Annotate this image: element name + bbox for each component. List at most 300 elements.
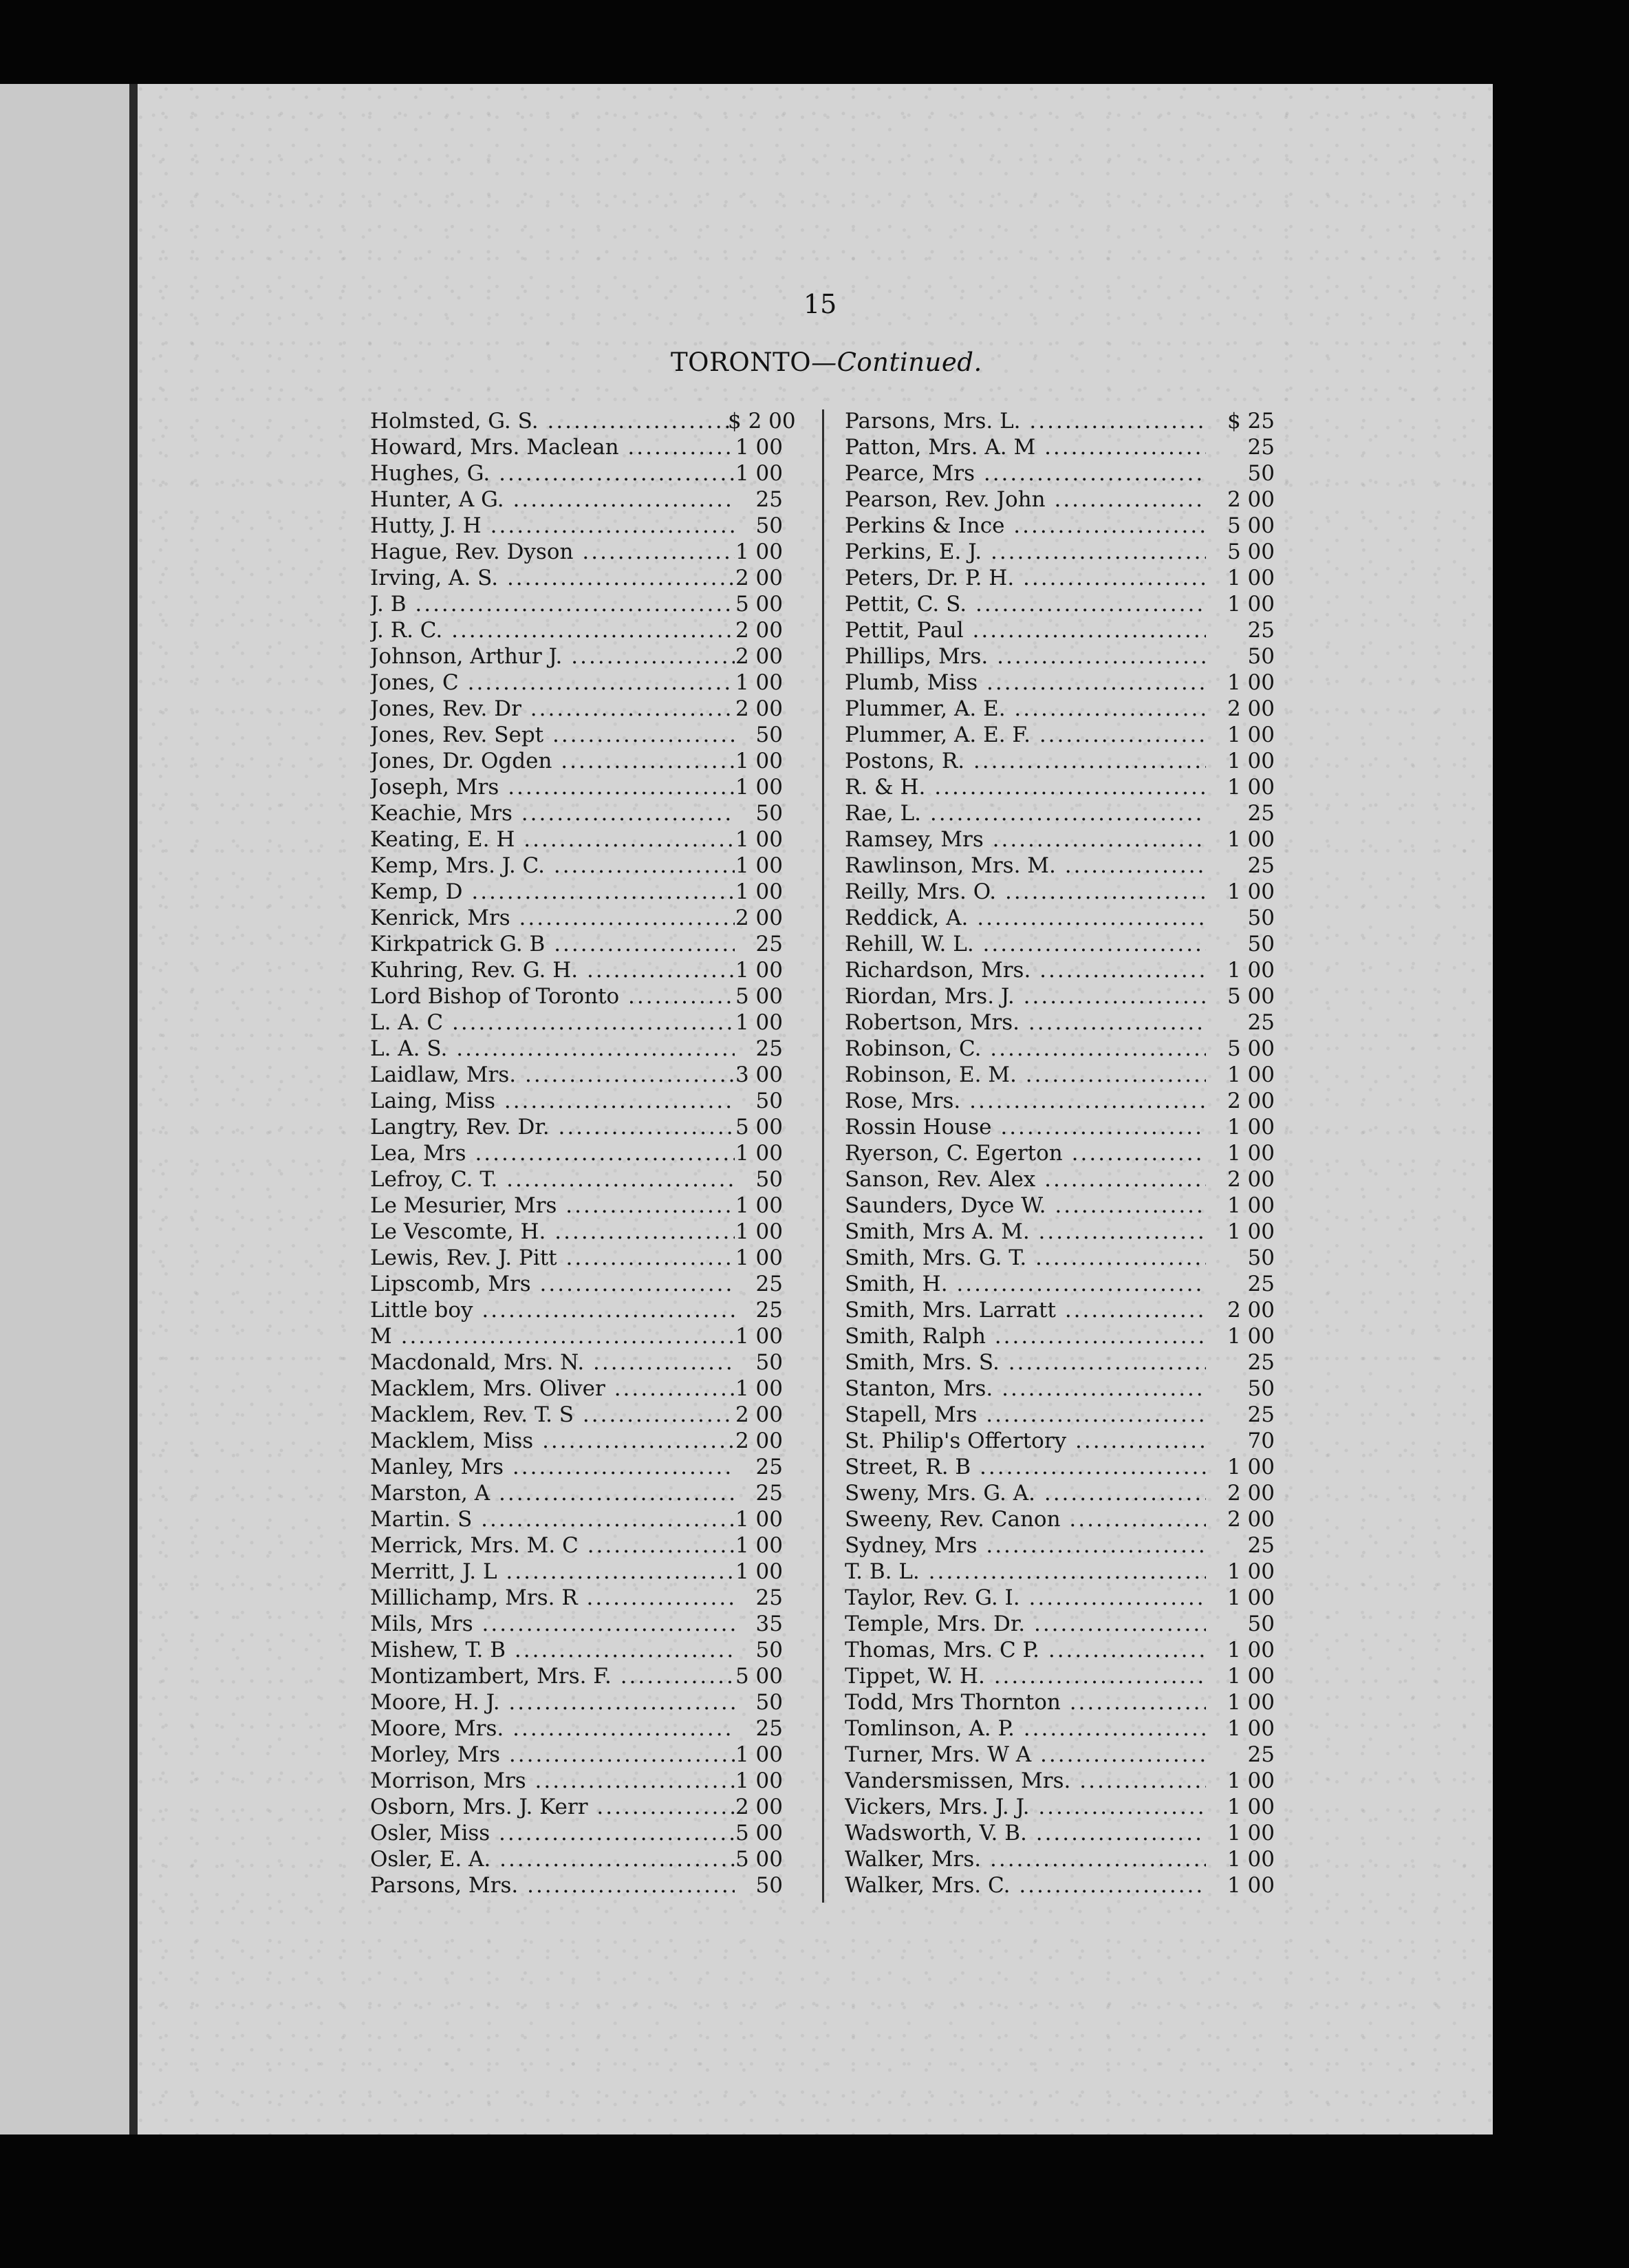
subscription-amount: 1 00 (1227, 1585, 1275, 1610)
subscriber-row (845, 670, 1275, 696)
subscriber-row (845, 408, 1275, 434)
subscriber-name: Laidlaw, Mrs. ..... (370, 1062, 735, 1088)
subscription-amount: 2 00 (735, 1402, 783, 1427)
subscriber-row (845, 1794, 1275, 1820)
subscriber-name: Mishew, T. B ..... (370, 1637, 735, 1663)
subscriber-row (370, 696, 783, 722)
subscriber-row (370, 1376, 783, 1402)
subscriber-name: Irving, A. S. ..... (370, 565, 735, 591)
subscriber-row (370, 1689, 783, 1715)
subscriber-name: Saunders, Dyce W. ..... (845, 1192, 1206, 1219)
subscription-amount: 2 00 (1227, 1481, 1275, 1506)
subscription-amount: 25 (755, 932, 783, 956)
subscriber-row (845, 1559, 1275, 1585)
subscriber-name: Osler, E. A. ..... (370, 1846, 735, 1872)
subscriber-row (845, 1271, 1275, 1297)
subscriber-name: Walker, Mrs. C. ..... (845, 1872, 1206, 1898)
subscriber-row (845, 1637, 1275, 1663)
subscription-amount: 2 00 (1227, 1298, 1275, 1323)
subscriber-name: Stapell, Mrs ..... (845, 1402, 1206, 1428)
subscription-amount: 5 00 (735, 1821, 783, 1846)
subscriber-row (370, 513, 783, 539)
subscriber-name: Peters, Dr. P. H. ..... (845, 565, 1206, 591)
subscription-amount: 70 (1247, 1429, 1275, 1453)
subscription-amount: 50 (755, 1167, 783, 1192)
subscription-amount: 2 00 (1227, 696, 1275, 721)
subscriber-name: Tomlinson, A. P. ..... (845, 1715, 1206, 1742)
subscriber-row (370, 748, 783, 774)
subscriber-name: Stanton, Mrs. ..... (845, 1376, 1206, 1402)
subscriber-name: Rawlinson, Mrs. M. ..... (845, 853, 1206, 879)
subscriber-row (370, 1245, 783, 1271)
subscription-amount: 25 (1247, 853, 1275, 878)
subscriber-name: Laing, Miss ..... (370, 1088, 735, 1114)
subscriber-row (370, 1428, 783, 1454)
subscriber-row (370, 1846, 783, 1872)
subscription-amount: 1 00 (735, 1507, 783, 1532)
subscription-amount: 25 (1247, 435, 1275, 460)
subscription-amount: $ 2 00 (728, 409, 796, 434)
subscription-amount: 25 (1247, 1010, 1275, 1035)
subscriber-name: M ..... (370, 1323, 735, 1349)
subscriber-name: Keating, E. H ..... (370, 826, 735, 853)
subscription-amount: 25 (755, 1716, 783, 1741)
subscription-amount: 50 (755, 1638, 783, 1662)
subscriber-name: Pearson, Rev. John ..... (845, 486, 1206, 513)
subscriber-name: Holmsted, G. S. ..... (370, 408, 735, 434)
subscriber-row (370, 853, 783, 879)
subscription-amount: 2 00 (735, 566, 783, 590)
subscriber-row (845, 696, 1275, 722)
subscription-amount: 5 00 (1227, 539, 1275, 564)
subscriber-row (845, 722, 1275, 748)
subscriber-row (370, 1794, 783, 1820)
subscription-amount: 2 00 (735, 696, 783, 721)
subscription-amount: 2 00 (735, 1795, 783, 1819)
subscription-amount: 1 00 (1227, 1219, 1275, 1244)
subscription-amount: 1 00 (1227, 775, 1275, 800)
subscriber-name: Howard, Mrs. Maclean ..... (370, 434, 735, 460)
subscription-amount: 1 00 (735, 1324, 783, 1349)
subscriber-name: Lewis, Rev. J. Pitt ..... (370, 1245, 735, 1271)
subscriber-row (845, 486, 1275, 513)
subscription-amount: 50 (755, 1350, 783, 1375)
subscriber-row (845, 1062, 1275, 1088)
subscription-amount: 25 (755, 1036, 783, 1061)
subscriber-row (370, 722, 783, 748)
subscriber-row (370, 1402, 783, 1428)
subscription-amount: 25 (755, 487, 783, 512)
subscriber-name: Jones, Rev. Dr ..... (370, 696, 735, 722)
subscriber-row (845, 905, 1275, 931)
subscriber-row (845, 1820, 1275, 1846)
subscription-amount: 1 00 (1227, 1873, 1275, 1898)
subscriber-row (370, 1611, 783, 1637)
subscriber-name: Kemp, D ..... (370, 879, 735, 905)
subscriber-row (845, 565, 1275, 591)
subscriber-row (370, 1166, 783, 1192)
subscriber-row (370, 774, 783, 800)
subscriber-row (370, 1872, 783, 1898)
subscription-amount: 50 (755, 723, 783, 747)
subscriber-row (370, 879, 783, 905)
subscription-amount: 5 00 (735, 1664, 783, 1689)
subscriber-name: Todd, Mrs Thornton ..... (845, 1689, 1206, 1715)
subscriber-row (370, 1062, 783, 1088)
subscriber-row (370, 1323, 783, 1349)
subscription-amount: 1 00 (735, 958, 783, 983)
subscriber-name: Pearce, Mrs ..... (845, 460, 1206, 486)
subscriber-row (370, 486, 783, 513)
subscriber-row (845, 1742, 1275, 1768)
subscriber-name: Kuhring, Rev. G. H. ..... (370, 957, 735, 983)
subscriber-name: Vickers, Mrs. J. J. ..... (845, 1794, 1206, 1820)
subscription-amount: 1 00 (735, 853, 783, 878)
subscription-amount: 1 00 (735, 775, 783, 800)
subscriber-row (370, 1559, 783, 1585)
subscription-amount: 2 00 (1227, 487, 1275, 512)
subscription-amount: 1 00 (1227, 1847, 1275, 1872)
subscriber-name: Smith, Mrs. Larratt ..... (845, 1297, 1206, 1323)
subscriber-row (370, 1114, 783, 1140)
subscription-amount: 1 00 (735, 1376, 783, 1401)
subscription-amount: 1 00 (1227, 1716, 1275, 1741)
subscription-amount: $ 25 (1227, 409, 1275, 434)
subscriber-name: Plummer, A. E. ..... (845, 696, 1206, 722)
subscriber-name: Pettit, Paul ..... (845, 617, 1206, 643)
subscription-amount: 1 00 (1227, 958, 1275, 983)
subscriber-name: Postons, R. ..... (845, 748, 1206, 774)
subscriber-name: L. A. S. ..... (370, 1036, 735, 1062)
subscription-amount: 25 (755, 1272, 783, 1296)
subscriber-row (370, 408, 796, 434)
subscription-amount: 1 00 (735, 749, 783, 773)
subscriber-name: Manley, Mrs ..... (370, 1454, 735, 1480)
subscriber-row (845, 1611, 1275, 1637)
subscription-amount: 1 00 (735, 539, 783, 564)
subscriber-name: Smith, Mrs. S. ..... (845, 1349, 1206, 1376)
subscriber-row (370, 670, 783, 696)
subscription-amount: 1 00 (735, 879, 783, 904)
subscription-amount: 35 (755, 1612, 783, 1636)
subscriber-name: Smith, Mrs. G. T. ..... (845, 1245, 1206, 1271)
subscription-amount: 1 00 (1227, 1690, 1275, 1715)
subscription-amount: 50 (1247, 906, 1275, 930)
subscription-amount: 1 00 (1227, 1141, 1275, 1166)
subscription-amount: 5 00 (1227, 984, 1275, 1009)
subscriber-row (845, 957, 1275, 983)
subscriber-name: Robinson, C. ..... (845, 1036, 1206, 1062)
subscriber-name: Reilly, Mrs. O. ..... (845, 879, 1206, 905)
subscriber-row (370, 1192, 783, 1219)
subscriber-row (845, 1480, 1275, 1506)
subscriber-row (845, 826, 1275, 853)
subscriber-row (370, 1715, 783, 1742)
subscriber-row (370, 1036, 783, 1062)
subscriber-name: St. Philip's Offertory ..... (845, 1428, 1206, 1454)
subscriber-name: Lefroy, C. T. ..... (370, 1166, 735, 1192)
subscriber-row (370, 1768, 783, 1794)
subscription-amount: 50 (1247, 1612, 1275, 1636)
subscriber-name: Little boy ..... (370, 1297, 735, 1323)
subscriber-name: Jones, C ..... (370, 670, 735, 696)
page-number: 15 (803, 289, 837, 319)
subscriber-name: Martin. S ..... (370, 1506, 735, 1532)
subscription-amount: 25 (1247, 1272, 1275, 1296)
subscriber-row (845, 1192, 1275, 1219)
subscription-amount: 1 00 (1227, 879, 1275, 904)
subscriber-row (845, 1219, 1275, 1245)
subscription-amount: 2 00 (735, 644, 783, 669)
subscriber-name: Langtry, Rev. Dr. ..... (370, 1114, 735, 1140)
subscriber-name: Le Vescomte, H. ..... (370, 1219, 735, 1245)
subscriber-row (370, 957, 783, 983)
subscription-amount: 1 00 (735, 1141, 783, 1166)
subscription-amount: 1 00 (1227, 1062, 1275, 1087)
subscription-amount: 50 (755, 1873, 783, 1898)
subscriber-row (370, 1506, 783, 1532)
subscription-amount: 25 (755, 1585, 783, 1610)
subscriber-row (370, 565, 783, 591)
subscriber-row (845, 774, 1275, 800)
subscription-amount: 1 00 (1227, 1455, 1275, 1479)
subscriber-row (845, 1376, 1275, 1402)
subscription-amount: 1 00 (735, 1010, 783, 1035)
subscriber-row (370, 460, 783, 486)
subscription-amount: 2 00 (735, 618, 783, 643)
subscriber-row (370, 1742, 783, 1768)
subscriber-name: T. B. L. ..... (845, 1559, 1206, 1585)
subscriber-name: Robertson, Mrs. ..... (845, 1009, 1206, 1036)
subscriber-name: Rehill, W. L. ..... (845, 931, 1206, 957)
subscription-amount: 5 00 (735, 1115, 783, 1140)
subscriber-name: Rossin House ..... (845, 1114, 1206, 1140)
subscription-amount: 1 00 (735, 1559, 783, 1584)
subscriber-name: Macklem, Mrs. Oliver ..... (370, 1376, 735, 1402)
subscriber-name: Plummer, A. E. F. ..... (845, 722, 1206, 748)
subscriber-name: Kirkpatrick G. B ..... (370, 931, 735, 957)
subscriber-row (370, 1088, 783, 1114)
subscription-amount: 1 00 (735, 1768, 783, 1793)
subscription-amount: 1 00 (1227, 827, 1275, 852)
subscriber-row (845, 1009, 1275, 1036)
subscriber-row (845, 1036, 1275, 1062)
subscriber-row (370, 1820, 783, 1846)
subscription-amount: 1 00 (1227, 1795, 1275, 1819)
subscriber-row (845, 1846, 1275, 1872)
subscriber-row (370, 643, 783, 670)
subscriber-name: Perkins & Ince ..... (845, 513, 1206, 539)
subscription-amount: 2 00 (735, 1429, 783, 1453)
subscriber-name: Lord Bishop of Toronto ..... (370, 983, 735, 1009)
subscriber-name: Plumb, Miss ..... (845, 670, 1206, 696)
subscriber-row (370, 1297, 783, 1323)
subscriber-row (845, 800, 1275, 826)
subscriber-row (370, 1663, 783, 1689)
subscription-amount: 25 (1247, 1350, 1275, 1375)
subscription-amount: 1 00 (735, 670, 783, 695)
subscriber-name: Phillips, Mrs. ..... (845, 643, 1206, 670)
subscriber-name: Vandersmissen, Mrs. ..... (845, 1768, 1206, 1794)
subscriber-name: Jones, Dr. Ogden ..... (370, 748, 735, 774)
subscription-amount: 1 00 (1227, 1638, 1275, 1662)
subscriber-name: Richardson, Mrs. ..... (845, 957, 1206, 983)
subscriber-row (845, 643, 1275, 670)
subscriber-row (370, 1637, 783, 1663)
subscriber-name: Kenrick, Mrs ..... (370, 905, 735, 931)
subscription-amount: 1 00 (735, 827, 783, 852)
subscriber-row (845, 1402, 1275, 1428)
subscriber-row (370, 591, 783, 617)
subscriber-name: Taylor, Rev. G. I. ..... (845, 1585, 1206, 1611)
subscription-amount: 50 (1247, 461, 1275, 486)
subscriber-name: Morley, Mrs ..... (370, 1742, 735, 1768)
subscriber-row (845, 1689, 1275, 1715)
subscriber-name: Jones, Rev. Sept ..... (370, 722, 735, 748)
subscriber-name: Montizambert, Mrs. F. ..... (370, 1663, 735, 1689)
subscription-amount: 1 00 (1227, 1768, 1275, 1793)
subscriber-row (845, 1428, 1275, 1454)
subscriber-row (845, 983, 1275, 1009)
subscriber-name: Le Mesurier, Mrs ..... (370, 1192, 735, 1219)
subscription-amount: 1 00 (1227, 1559, 1275, 1584)
subscription-amount: 1 00 (735, 435, 783, 460)
subscriber-row (370, 1219, 783, 1245)
subscription-amount: 25 (1247, 1533, 1275, 1558)
subscriber-row (845, 1506, 1275, 1532)
subscriber-name: L. A. C ..... (370, 1009, 735, 1036)
subscription-amount: 2 00 (1227, 1089, 1275, 1113)
subscriber-name: Millichamp, Mrs. R ..... (370, 1585, 735, 1611)
subscriber-name: Merritt, J. L ..... (370, 1559, 735, 1585)
subscription-amount: 1 00 (1227, 1664, 1275, 1689)
subscriber-name: Macdonald, Mrs. N. ..... (370, 1349, 735, 1376)
subscriber-name: Sweny, Mrs. G. A. ..... (845, 1480, 1206, 1506)
subscription-amount: 1 00 (735, 1219, 783, 1244)
subscriber-row (845, 1323, 1275, 1349)
subscriber-row (845, 1349, 1275, 1376)
subscription-amount: 1 00 (1227, 1324, 1275, 1349)
subscription-amount: 50 (755, 1089, 783, 1113)
subscriber-row (370, 1480, 783, 1506)
subscription-amount: 2 00 (735, 906, 783, 930)
subscriber-row (370, 983, 783, 1009)
subscriber-name: Hughes, G. ..... (370, 460, 735, 486)
subscriber-name: Lea, Mrs ..... (370, 1140, 735, 1166)
subscriber-name: Wadsworth, V. B. ..... (845, 1820, 1206, 1846)
subscriber-name: Sydney, Mrs ..... (845, 1532, 1206, 1559)
subscriber-name: Parsons, Mrs. ..... (370, 1872, 735, 1898)
subscription-amount: 50 (755, 1690, 783, 1715)
subscription-amount: 1 00 (735, 1245, 783, 1270)
document-page (138, 84, 1493, 2135)
subscriber-row (845, 931, 1275, 957)
subscriber-name: Marston, A ..... (370, 1480, 735, 1506)
subscriber-row (845, 1768, 1275, 1794)
subscriber-row (370, 1585, 783, 1611)
subscriber-name: Hutty, J. H ..... (370, 513, 735, 539)
subscriber-name: Walker, Mrs. ..... (845, 1846, 1206, 1872)
subscription-amount: 2 00 (1227, 1507, 1275, 1532)
subscriber-row (845, 1297, 1275, 1323)
subscription-amount: 1 00 (1227, 592, 1275, 617)
subscriber-name: Tippet, W. H. ..... (845, 1663, 1206, 1689)
subscription-amount: 5 00 (735, 592, 783, 617)
subscription-amount: 25 (755, 1298, 783, 1323)
subscription-amount: 1 00 (1227, 723, 1275, 747)
subscriber-row (845, 539, 1275, 565)
subscriber-row (370, 539, 783, 565)
subscription-amount: 1 00 (735, 1193, 783, 1218)
subscriber-row (845, 1454, 1275, 1480)
subscription-amount: 50 (755, 801, 783, 826)
subscription-amount: 25 (1247, 1742, 1275, 1767)
subscription-amount: 1 00 (735, 1533, 783, 1558)
subscription-amount: 50 (1247, 1376, 1275, 1401)
subscription-amount: 5 00 (735, 984, 783, 1009)
subscriber-row (845, 513, 1275, 539)
subscriber-row (845, 1166, 1275, 1192)
section-place: TORONTO (671, 347, 812, 377)
subscriber-row (370, 826, 783, 853)
subscriber-name: Moore, H. J. ..... (370, 1689, 735, 1715)
subscriber-name: Morrison, Mrs ..... (370, 1768, 735, 1794)
subscription-amount: 5 00 (1227, 513, 1275, 538)
subscription-amount: 50 (1247, 1245, 1275, 1270)
subscriber-row (845, 1532, 1275, 1559)
right-column (845, 408, 1275, 1898)
subscriber-name: Smith, Mrs A. M. ..... (845, 1219, 1206, 1245)
subscription-amount: 3 00 (735, 1062, 783, 1087)
subscriber-name: Patton, Mrs. A. M ..... (845, 434, 1206, 460)
subscriber-name: Mils, Mrs ..... (370, 1611, 735, 1637)
subscriber-name: Hague, Rev. Dyson ..... (370, 539, 735, 565)
subscription-amount: 50 (755, 513, 783, 538)
subscriber-row (845, 591, 1275, 617)
subscriber-name: Macklem, Rev. T. S ..... (370, 1402, 735, 1428)
subscriber-row (845, 460, 1275, 486)
subscriber-name: Hunter, A G. ..... (370, 486, 735, 513)
subscriber-name: Reddick, A. ..... (845, 905, 1206, 931)
subscriber-name: Riordan, Mrs. J. ..... (845, 983, 1206, 1009)
subscriber-name: J. B ..... (370, 591, 735, 617)
subscriber-name: Osler, Miss ..... (370, 1820, 735, 1846)
subscription-amount: 1 00 (735, 461, 783, 486)
subscriber-row (845, 1872, 1275, 1898)
subscriber-row (370, 1271, 783, 1297)
subscriber-row (845, 853, 1275, 879)
subscriber-name: Joseph, Mrs ..... (370, 774, 735, 800)
subscriber-name: Sweeny, Rev. Canon ..... (845, 1506, 1206, 1532)
subscriber-name: R. & H. ..... (845, 774, 1206, 800)
subscriber-row (370, 617, 783, 643)
subscriber-name: Smith, H. ..... (845, 1271, 1206, 1297)
subscription-amount: 50 (1247, 644, 1275, 669)
subscriber-row (845, 1140, 1275, 1166)
subscriber-row (370, 1140, 783, 1166)
column-divider (822, 409, 824, 1903)
subscription-amount: 1 00 (1227, 1115, 1275, 1140)
subscriber-row (370, 434, 783, 460)
subscription-amount: 50 (1247, 932, 1275, 956)
subscriber-name: Merrick, Mrs. M. C ..... (370, 1532, 735, 1559)
subscription-amount: 25 (1247, 801, 1275, 826)
subscriber-name: Parsons, Mrs. L. ..... (845, 408, 1206, 434)
subscriber-name: Rose, Mrs. ..... (845, 1088, 1206, 1114)
subscriber-row (370, 1454, 783, 1480)
section-title (671, 347, 982, 377)
subscriber-row (845, 1715, 1275, 1742)
